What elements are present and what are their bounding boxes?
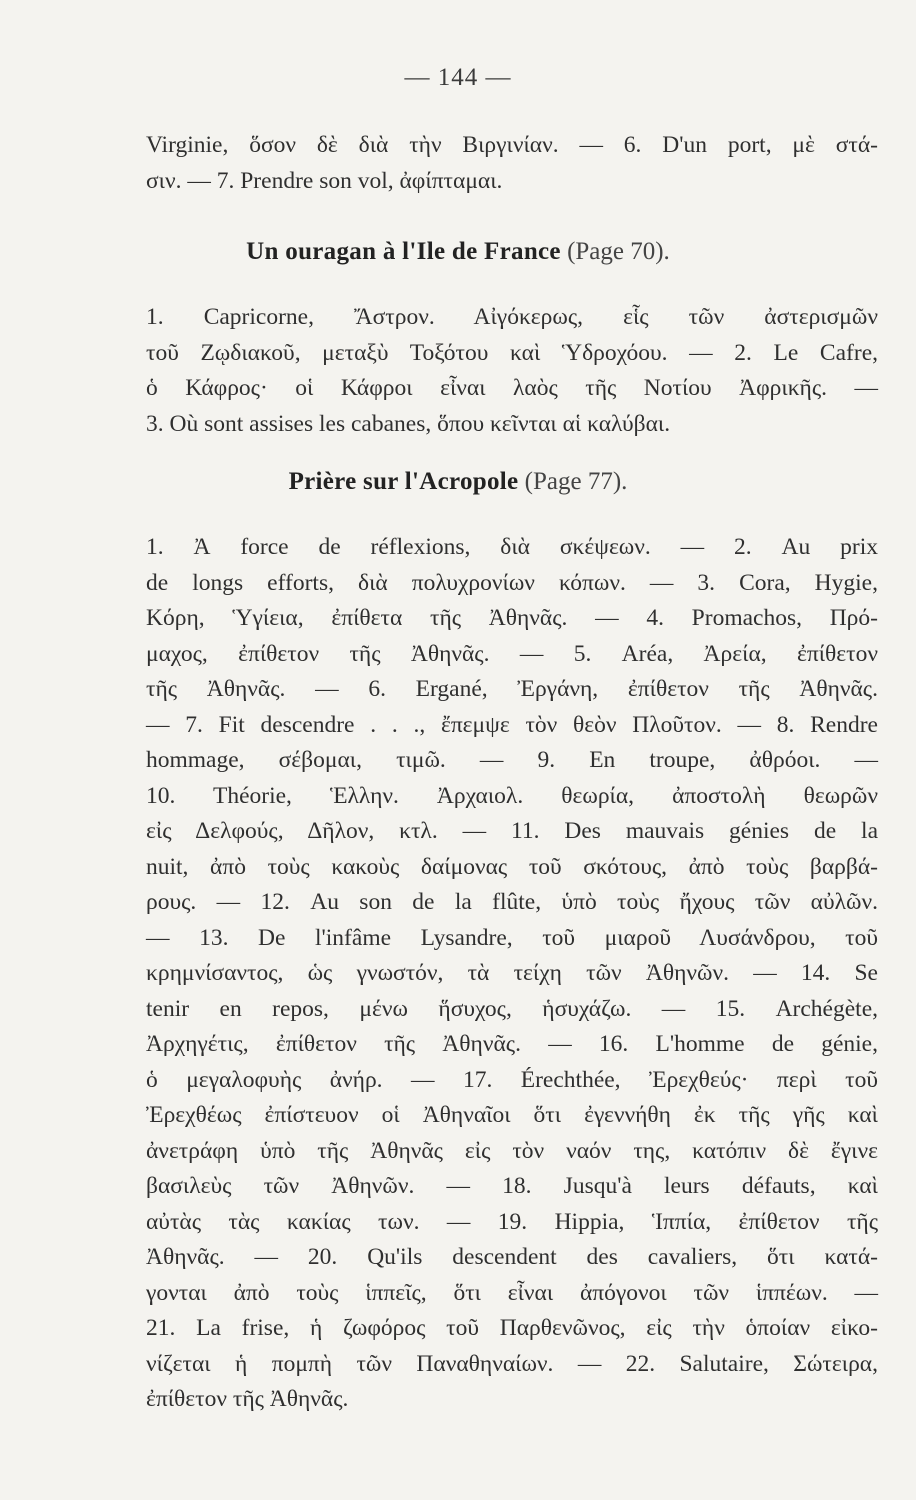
intro-paragraph bbox=[146, 128, 878, 199]
text-line: Ἐρεχθέως ἐπίστευον οἱ Ἀθηναῖοι ὅτι ἐγεννήθη ἐκ τῆς γῆς καὶ bbox=[146, 1102, 878, 1128]
text-line: τοῦ Ζῳδιακοῦ, μεταξὺ Τοξότου καὶ Ὑδροχόου. — 2. Le Cafre, bbox=[146, 339, 878, 366]
text-line: 1. Capricorne, Ἄστρον. Αἰγόκερως, εἷς τῶν ἀστερισμῶν bbox=[146, 304, 878, 330]
text-line: ἐπίθετον τῆς Ἀθηνᾶς. bbox=[146, 1386, 349, 1412]
text-line: tenir en repos, μένω ἥσυχος, ἡσυχάζω. — 15. Archégète, bbox=[146, 995, 878, 1022]
section-heading bbox=[0, 468, 916, 496]
text-line: de longs efforts, διὰ πολυχρονίων κόπων. — 3. Cora, Hygie, bbox=[146, 569, 878, 596]
text-line: τῆς Ἀθηνᾶς. — 6. Ergané, Ἐργάνη, ἐπίθετον τῆς Ἀθηνᾶς. bbox=[146, 676, 878, 702]
text-line: 21. La frise, ἡ ζωφόρος τοῦ Παρθενῶνος, εἰς τὴν ὁποίαν εἰκο- bbox=[146, 1315, 878, 1341]
text-line: νίζεται ἡ πομπὴ τῶν Παναθηναίων. — 22. Salutaire, Σώτειρα, bbox=[146, 1350, 878, 1377]
text-line: κρημνίσαντος, ὡς γνωστόν, τὰ τείχη τῶν Ἀθηνῶν. — 14. Se bbox=[146, 960, 878, 986]
notes-paragraph bbox=[146, 300, 878, 442]
page-number: — 144 — bbox=[404, 64, 512, 91]
notes-paragraph bbox=[146, 530, 878, 1418]
text-line: μαχος, ἐπίθετον τῆς Ἀθηνᾶς. — 5. Aréa, Ἀρεία, ἐπίθετον bbox=[146, 640, 878, 667]
text-line: Virginie, ὅσον δὲ διὰ τὴν Βιργινίαν. — 6. D'un port, μὲ στά- bbox=[146, 132, 878, 158]
section-heading bbox=[0, 238, 916, 266]
text-line: 1. Ἀ force de réflexions, διὰ σκέψεων. — 2. Au prix bbox=[146, 534, 878, 560]
text-line: αὐτὰς τὰς κακίας των. — 19. Hippia, Ἱππία, ἐπίθετον τῆς bbox=[146, 1208, 878, 1235]
text-line: 3. Où sont assises les cabanes, ὅπου κεῖνται αἱ καλύβαι. bbox=[146, 410, 671, 437]
text-line: ὁ Κάφρος· οἱ Κάφροι εἶναι λαὸς τῆς Νοτίου Ἀφρικῆς. — bbox=[146, 375, 878, 401]
text-line: nuit, ἀπὸ τοὺς κακοὺς δαίμονας τοῦ σκότους, ἀπὸ τοὺς βαρβά- bbox=[146, 853, 878, 880]
text-line: — 7. Fit descendre . . ., ἔπεμψε τὸν θεὸν Πλοῦτον. — 8. Rendre bbox=[146, 711, 878, 738]
text-line: εἰς Δελφούς, Δῆλον, κτλ. — 11. Des mauvais génies de la bbox=[146, 818, 878, 844]
section-page-ref: (Page 77). bbox=[524, 468, 628, 495]
text-line: Ἀρχηγέτις, ἐπίθετον τῆς Ἀθηνᾶς. — 16. L'homme de génie, bbox=[146, 1031, 878, 1057]
text-line: ὁ μεγαλοφυὴς ἀνήρ. — 17. Érechthée, Ἐρεχθεύς· περὶ τοῦ bbox=[146, 1066, 878, 1093]
section-page-ref: (Page 70). bbox=[567, 238, 670, 265]
section-title: Un ouragan à l'Ile de France bbox=[246, 238, 561, 265]
text-line: ρους. — 12. Au son de la flûte, ὑπὸ τοὺς ἤχους τῶν αὐλῶν. bbox=[146, 889, 878, 915]
text-line: — 13. De l'infâme Lysandre, τοῦ μιαροῦ Λυσάνδρου, τοῦ bbox=[146, 924, 878, 951]
text-line: Ἀθηνᾶς. — 20. Qu'ils descendent des cavaliers, ὅτι κατά- bbox=[146, 1244, 878, 1270]
text-line: hommage, σέβομαι, τιμῶ. — 9. En troupe, ἀθρόοι. — bbox=[146, 747, 878, 773]
section-title: Prière sur l'Acropole bbox=[288, 468, 519, 495]
text-line: 10. Théorie, Ἑλλην. Ἀρχαιολ. θεωρία, ἀποστολὴ θεωρῶν bbox=[146, 782, 878, 809]
text-line: Κόρη, Ὑγίεια, ἐπίθετα τῆς Ἀθηνᾶς. — 4. Promachos, Πρό- bbox=[146, 605, 878, 631]
text-line: βασιλεὺς τῶν Ἀθηνῶν. — 18. Jusqu'à leurs défauts, καὶ bbox=[146, 1173, 878, 1199]
text-line: σιν. — 7. Prendre son vol, ἀφίπταμαι. bbox=[146, 167, 503, 194]
text-line: ἀνετράφη ὑπὸ τῆς Ἀθηνᾶς εἰς τὸν ναόν της, κατόπιν δὲ ἔγινε bbox=[146, 1137, 878, 1164]
text-line: γονται ἀπὸ τοὺς ἱππεῖς, ὅτι εἶναι ἀπόγονοι τῶν ἱππέων. — bbox=[146, 1279, 878, 1306]
